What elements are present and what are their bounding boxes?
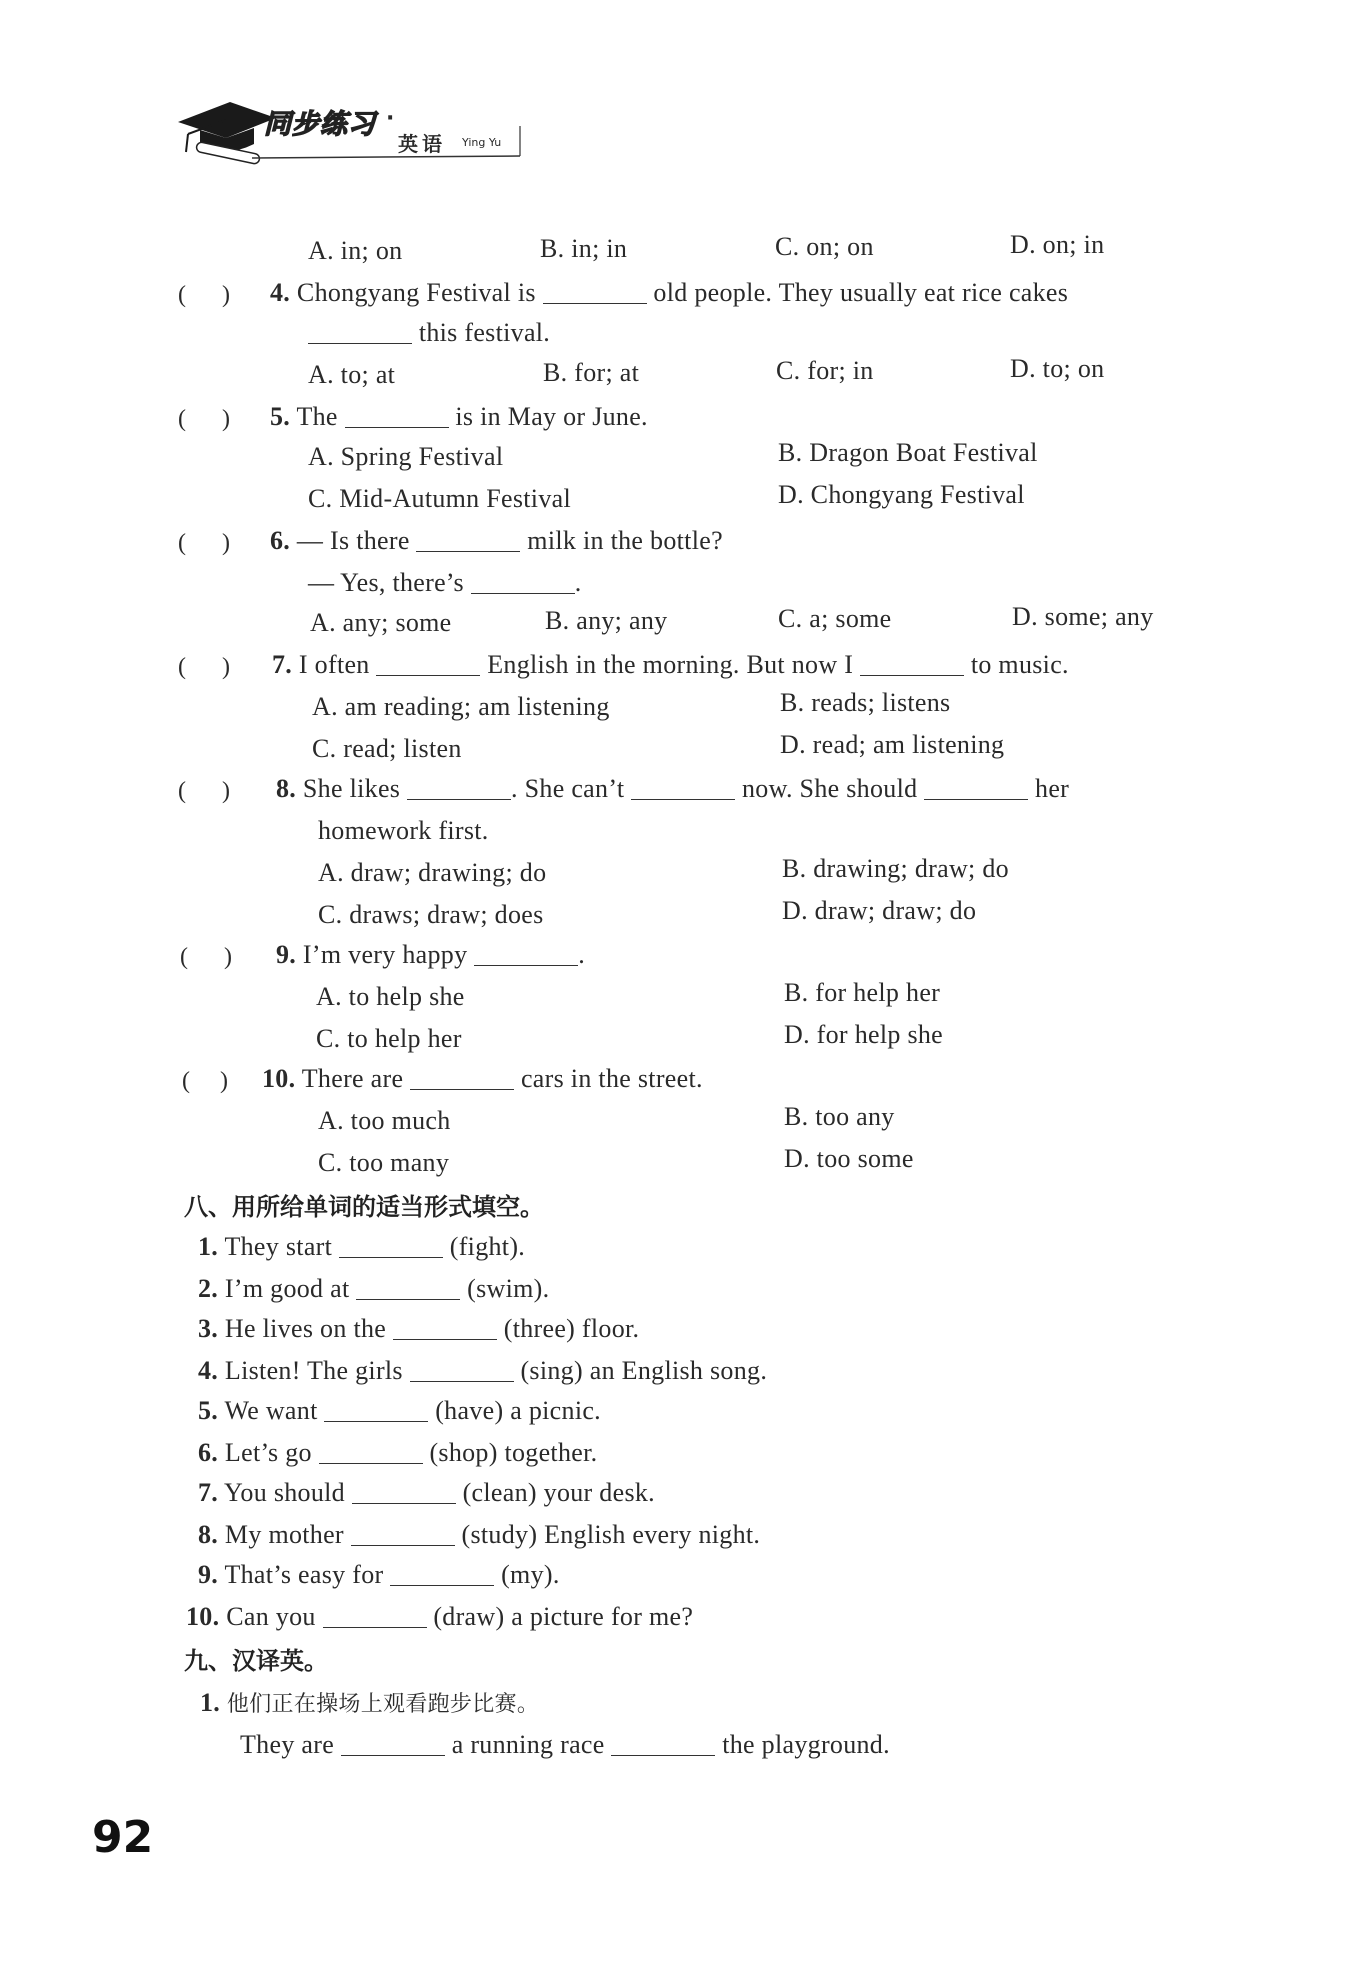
question-text: English in the morning. But now I: [487, 650, 854, 679]
answer-paren: ( ): [178, 406, 230, 432]
fill-item: [198, 1558, 560, 1592]
q4-option-b: B. for; at: [543, 358, 640, 387]
question-text: old people. They usually eat rice cakes: [653, 278, 1069, 307]
question-text: is in May or June.: [455, 402, 648, 431]
q6-option-d: D. some; any: [1012, 602, 1154, 631]
q5-option-b: B. Dragon Boat Festival: [778, 438, 1038, 467]
fill-item: [186, 1600, 693, 1634]
blank[interactable]: [356, 1277, 460, 1300]
question-8: [276, 772, 1069, 806]
sentence-text: They are: [240, 1730, 335, 1759]
item-text: He lives on the: [224, 1314, 387, 1343]
q4-option-c: C. for; in: [776, 356, 874, 385]
item-hint: (three) floor.: [503, 1314, 640, 1343]
question-4: [270, 276, 1068, 310]
blank[interactable]: [376, 653, 480, 676]
blank[interactable]: [345, 405, 449, 428]
question-5: [270, 400, 648, 434]
answer-paren: ( ): [178, 654, 230, 680]
question-number: 7.: [272, 650, 293, 679]
question-number: 4.: [270, 278, 291, 307]
q8-option-a: A. draw; drawing; do: [318, 858, 547, 887]
blank[interactable]: [308, 321, 412, 344]
q5-option-c: C. Mid-Autumn Festival: [308, 484, 571, 513]
answer-paren: ( ): [178, 282, 230, 308]
item-number: 4.: [198, 1356, 219, 1385]
question-text: to music.: [970, 650, 1069, 679]
q3-option-c: C. on; on: [775, 232, 874, 261]
blank[interactable]: [416, 529, 520, 552]
blank[interactable]: [611, 1733, 715, 1756]
q5-option-a: A. Spring Festival: [308, 442, 504, 471]
question-text: milk in the bottle?: [527, 526, 723, 555]
question-text: . She can’t: [511, 774, 625, 803]
blank[interactable]: [352, 1481, 456, 1504]
item-hint: (draw) a picture for me?: [433, 1602, 694, 1631]
blank[interactable]: [339, 1235, 443, 1258]
question-6-cont: [308, 566, 582, 600]
question-text: There are: [301, 1064, 404, 1093]
section-9-title: 九、汉译英。: [184, 1647, 328, 1675]
question-text: now. She should: [741, 774, 918, 803]
q9-option-a: A. to help she: [316, 982, 465, 1011]
question-text: this festival.: [418, 318, 551, 347]
item-number: 7.: [198, 1478, 219, 1507]
item-number: 1.: [200, 1688, 221, 1717]
item-text: Listen! The girls: [224, 1356, 403, 1385]
q10-option-a: A. too much: [318, 1106, 451, 1135]
q4-option-a: A. to; at: [308, 360, 396, 389]
blank[interactable]: [543, 281, 647, 304]
item-hint: (have) a picnic.: [435, 1396, 601, 1425]
q3-option-a: A. in; on: [308, 236, 403, 265]
item-number: 6.: [198, 1438, 219, 1467]
blank[interactable]: [319, 1441, 423, 1464]
question-text: — Yes, there’s: [308, 568, 464, 597]
fill-item: [198, 1518, 760, 1552]
blank[interactable]: [631, 777, 735, 800]
q7-option-a: A. am reading; am listening: [312, 692, 610, 721]
blank[interactable]: [351, 1523, 455, 1546]
blank[interactable]: [410, 1359, 514, 1382]
q3-option-b: B. in; in: [540, 234, 628, 263]
item-hint: (swim).: [467, 1274, 550, 1303]
blank[interactable]: [407, 777, 511, 800]
q6-option-c: C. a; some: [778, 604, 892, 633]
question-number: 6.: [270, 526, 291, 555]
item-text: That’s easy for: [224, 1560, 384, 1589]
fill-item: [198, 1230, 525, 1264]
item-number: 9.: [198, 1560, 219, 1589]
header-pinyin: Ying Yu: [462, 136, 502, 149]
q6-option-a: A. any; some: [310, 608, 452, 637]
fill-item: [198, 1394, 601, 1428]
question-number: 10.: [262, 1064, 296, 1093]
q9-option-c: C. to help her: [316, 1024, 462, 1053]
item-number: 10.: [186, 1602, 220, 1631]
question-text: .: [578, 940, 586, 969]
item-text: I’m good at: [224, 1274, 350, 1303]
blank[interactable]: [471, 571, 575, 594]
answer-paren: ( ): [180, 944, 232, 970]
item-text: You should: [223, 1478, 345, 1507]
fill-item: [198, 1436, 597, 1470]
blank[interactable]: [474, 943, 578, 966]
q4-option-d: D. to; on: [1010, 354, 1105, 383]
fill-item: [198, 1354, 767, 1388]
answer-paren: ( ): [178, 778, 230, 804]
item-number: 5.: [198, 1396, 219, 1425]
page-number: 92: [92, 1812, 154, 1863]
question-number: 5.: [270, 402, 291, 431]
item-text: My mother: [224, 1520, 344, 1549]
question-text: her: [1035, 774, 1070, 803]
question-number: 9.: [276, 940, 297, 969]
header-title: 同步练习: [264, 109, 376, 140]
q10-option-b: B. too any: [784, 1102, 895, 1131]
item-number: 2.: [198, 1274, 219, 1303]
q3-option-d: D. on; in: [1010, 230, 1105, 259]
blank[interactable]: [323, 1605, 427, 1628]
blank[interactable]: [324, 1399, 428, 1422]
item-text: Can you: [226, 1602, 316, 1631]
q8-option-b: B. drawing; draw; do: [782, 854, 1009, 883]
q8-option-c: C. draws; draw; does: [318, 900, 544, 929]
page-header: [172, 92, 532, 168]
blank[interactable]: [390, 1563, 494, 1586]
question-text: She likes: [302, 774, 401, 803]
fill-item: [198, 1312, 639, 1346]
sentence-text: a running race: [451, 1730, 605, 1759]
item-number: 8.: [198, 1520, 219, 1549]
header-dot: ·: [386, 106, 395, 131]
item-text: Let’s go: [224, 1438, 312, 1467]
question-7: [272, 648, 1069, 682]
q7-option-b: B. reads; listens: [780, 688, 951, 717]
item-hint: (fight).: [449, 1232, 526, 1261]
answer-paren: ( ): [182, 1068, 228, 1094]
q9-option-b: B. for help her: [784, 978, 941, 1007]
question-text: Chongyang Festival is: [296, 278, 536, 307]
answer-paren: ( ): [178, 530, 230, 556]
item-hint: (shop) together.: [429, 1438, 598, 1467]
fill-item: [198, 1272, 549, 1306]
question-text: .: [574, 568, 582, 597]
q10-option-d: D. too some: [784, 1144, 914, 1173]
blank[interactable]: [860, 653, 964, 676]
item-number: 1.: [198, 1232, 219, 1261]
q6-option-b: B. any; any: [545, 606, 668, 635]
item-hint: (my).: [501, 1560, 560, 1589]
header-subject: 英语: [398, 132, 446, 156]
q10-option-c: C. too many: [318, 1148, 450, 1177]
item-text: We want: [224, 1396, 318, 1425]
question-text: cars in the street.: [520, 1064, 703, 1093]
item-hint: (clean) your desk.: [462, 1478, 655, 1507]
blank[interactable]: [410, 1067, 514, 1090]
question-8-cont: homework first.: [318, 816, 489, 845]
q9-option-d: D. for help she: [784, 1020, 944, 1049]
item-number: 3.: [198, 1314, 219, 1343]
sentence-text: the playground.: [722, 1730, 890, 1759]
blank[interactable]: [393, 1317, 497, 1340]
item-hint: (study) English every night.: [461, 1520, 761, 1549]
item-text: They start: [224, 1232, 333, 1261]
item-hint: (sing) an English song.: [520, 1356, 768, 1385]
question-6: [270, 524, 723, 558]
q8-option-d: D. draw; draw; do: [782, 896, 977, 925]
q7-option-c: C. read; listen: [312, 734, 462, 763]
chinese-sentence: 他们正在操场上观看跑步比赛。: [226, 1692, 540, 1717]
question-text: — Is there: [296, 526, 410, 555]
section-9-item-1-answer: [240, 1728, 890, 1762]
question-9: [276, 938, 585, 972]
question-number: 8.: [276, 774, 297, 803]
blank[interactable]: [924, 777, 1028, 800]
question-10: [262, 1062, 703, 1096]
fill-item: [198, 1476, 655, 1510]
question-4-cont: [308, 316, 550, 350]
q7-option-d: D. read; am listening: [780, 730, 1005, 759]
section-8-title: 八、用所给单词的适当形式填空。: [184, 1193, 544, 1221]
blank[interactable]: [341, 1733, 445, 1756]
q5-option-d: D. Chongyang Festival: [778, 480, 1025, 509]
question-text: I’m very happy: [302, 940, 468, 969]
section-9-item-1: [200, 1686, 539, 1722]
question-text: I often: [298, 650, 370, 679]
question-text: The: [296, 402, 338, 431]
